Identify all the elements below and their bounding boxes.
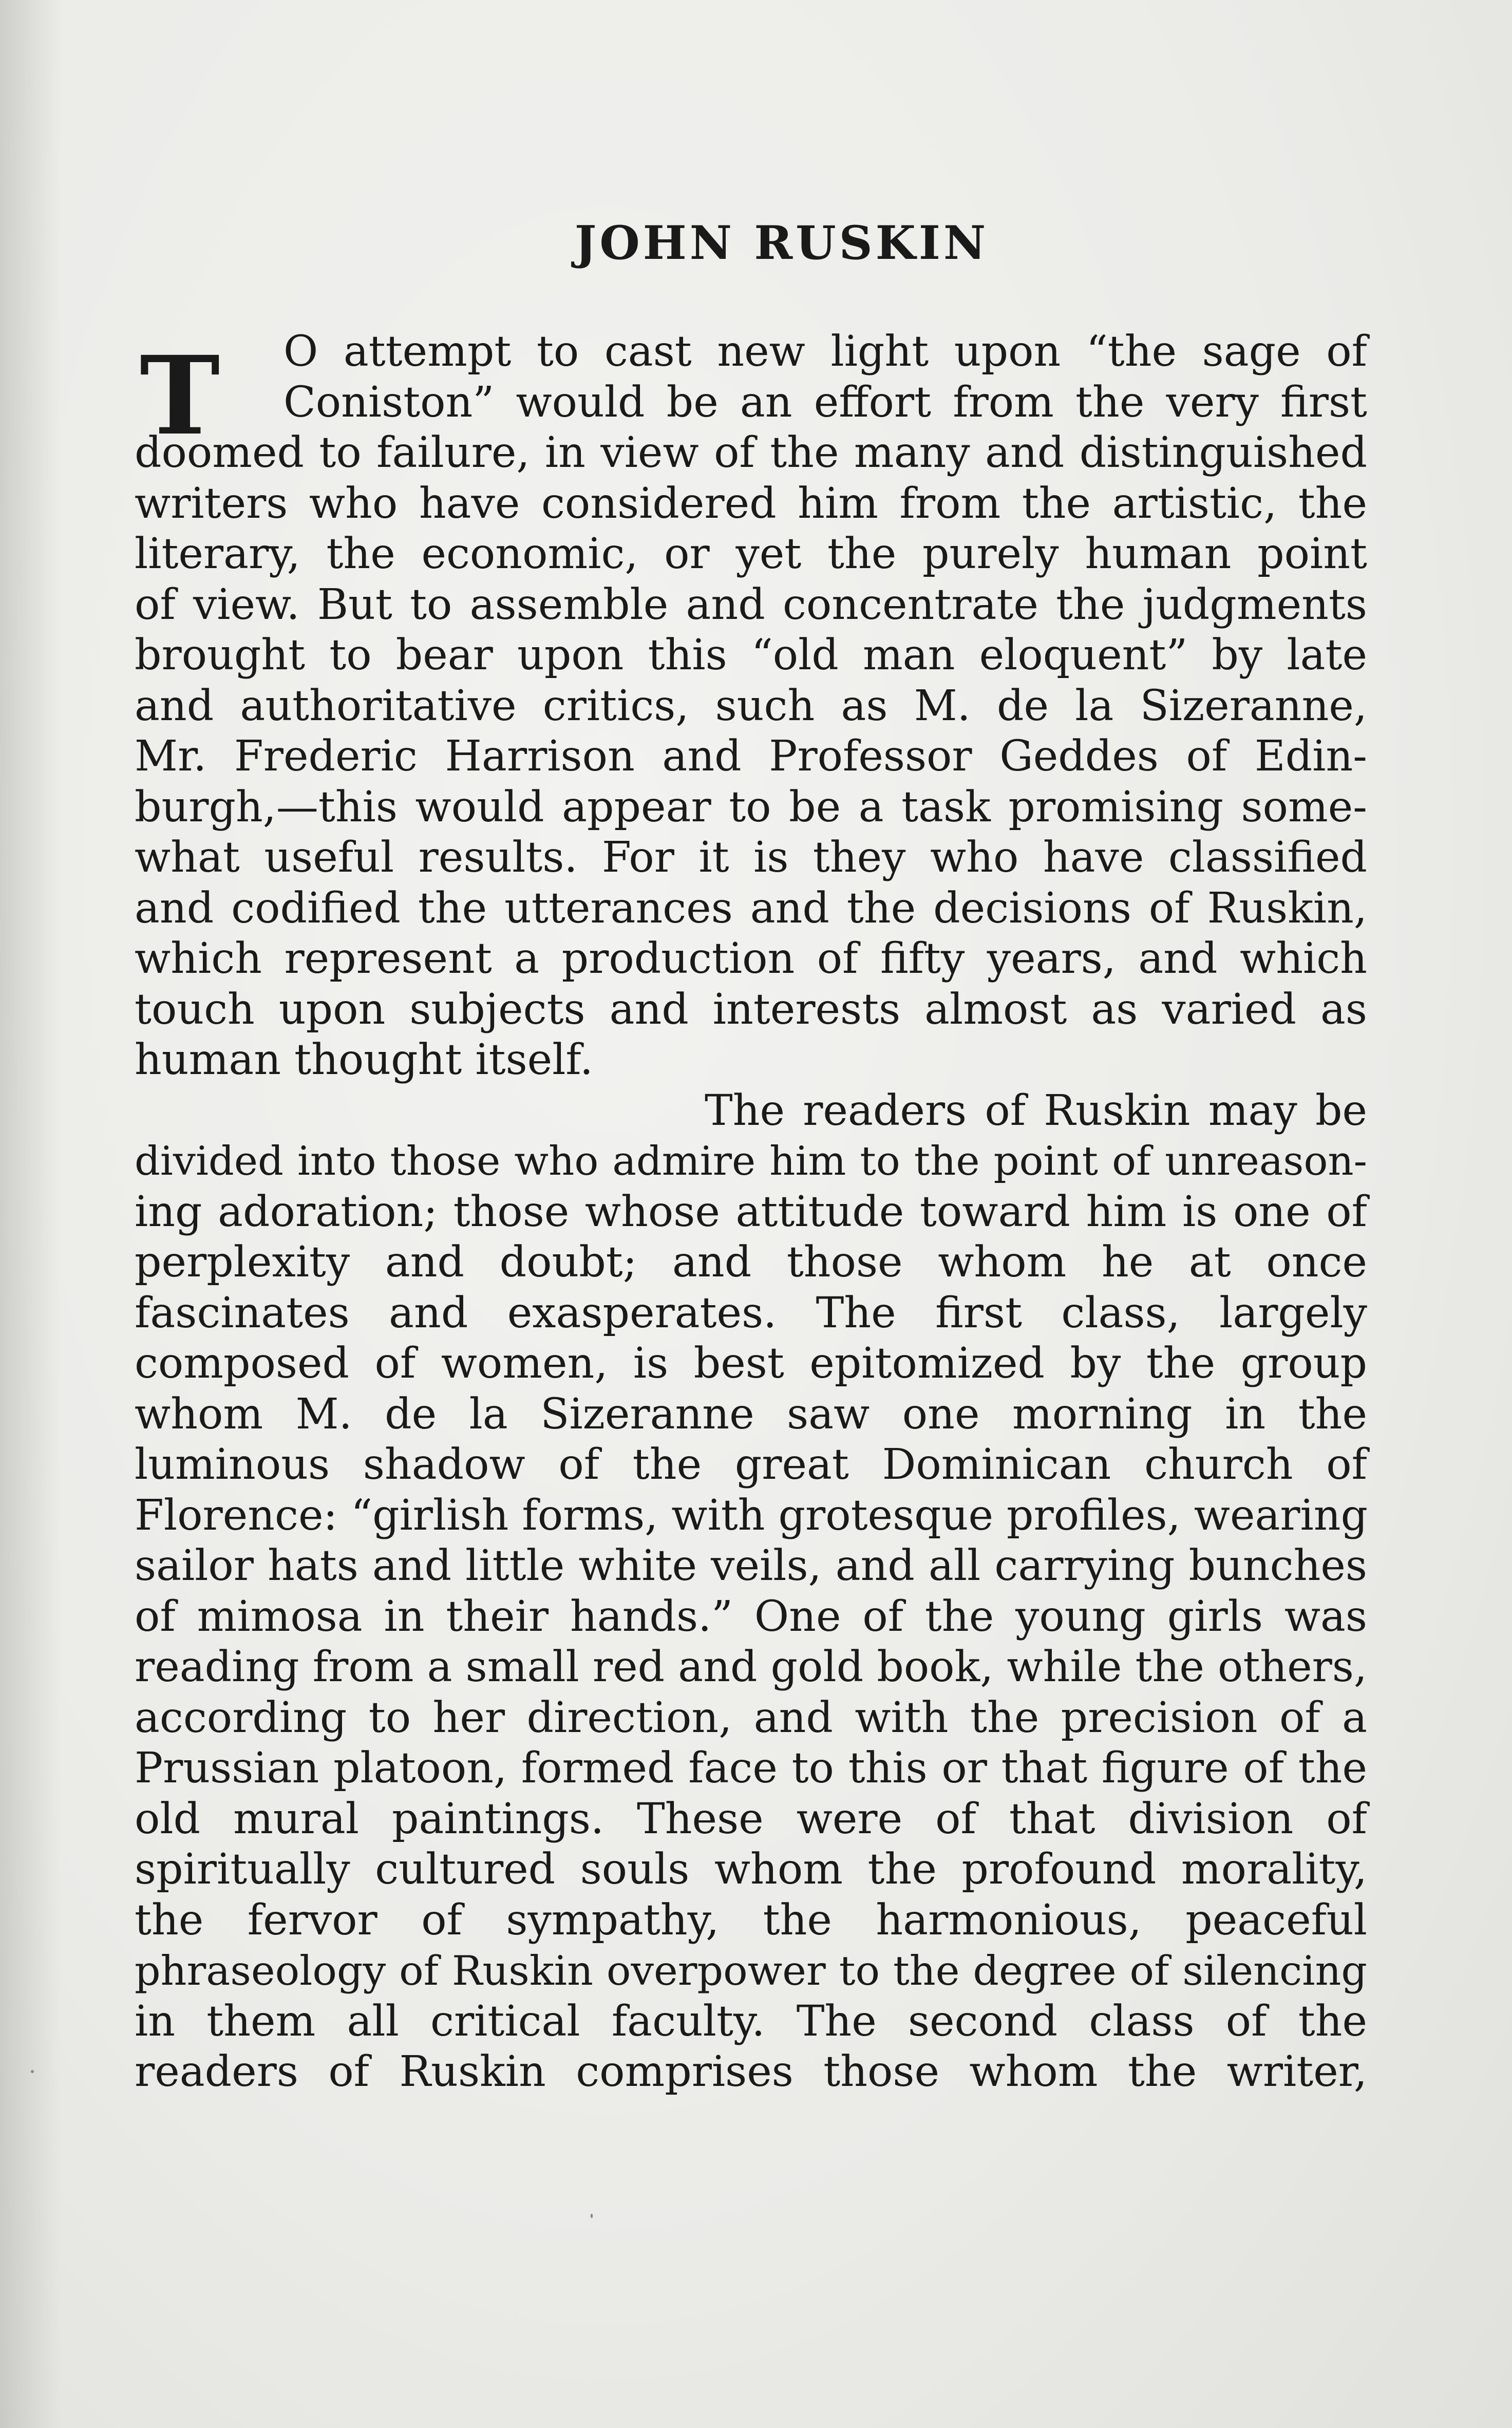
text-line: old mural paintings. These were of that division of xyxy=(135,1794,1367,1843)
text-line: which represent a production of fifty years, and which xyxy=(135,934,1367,983)
text-line: fascinates and exasperates. The first class, largely xyxy=(135,1288,1367,1338)
text-line: Prussian platoon, formed face to this or that figure of the xyxy=(135,1744,1367,1793)
paper-speck xyxy=(591,2214,593,2218)
text-line: touch upon subjects and interests almost as varied as xyxy=(135,985,1367,1034)
paragraph-start-line: The readers of Ruskin may be xyxy=(705,1086,1367,1135)
text-line: according to her direction, and with the precision of a xyxy=(135,1693,1367,1742)
spine-shadow xyxy=(0,0,62,2428)
text-line: perplexity and doubt; and those whom he at once xyxy=(135,1238,1367,1287)
text-line: brought to bear upon this “old man eloquent” by late xyxy=(135,631,1367,680)
text-line: whom M. de la Sizeranne saw one morning in the xyxy=(135,1389,1367,1439)
text-line: what useful results. For it is they who have classified xyxy=(135,833,1367,882)
drop-cap: T xyxy=(140,332,220,459)
text-line: O attempt to cast new light upon “the sage of xyxy=(284,327,1367,376)
text-line: phraseology of Ruskin overpower to the degree of silencing xyxy=(135,1947,1367,1994)
paper-speck xyxy=(31,2070,34,2073)
text-line: the fervor of sympathy, the harmonious, peaceful xyxy=(135,1895,1367,1945)
text-line: doomed to failure, in view of the many and distinguished xyxy=(135,428,1367,477)
text-line: Mr. Frederic Harrison and Professor Geddes of Edin- xyxy=(135,732,1367,781)
text-line: literary, the economic, or yet the purely human point xyxy=(135,530,1367,578)
text-line: human thought itself. xyxy=(135,1036,593,1084)
text-line: reading from a small red and gold book, while the others, xyxy=(135,1643,1367,1691)
text-line: divided into those who admire him to the point of unreason- xyxy=(135,1138,1367,1184)
text-line: and codified the utterances and the decisions of Ruskin, xyxy=(135,883,1367,933)
text-block xyxy=(135,216,1367,2098)
text-line: writers who have considered him from the artistic, the xyxy=(135,479,1367,528)
text-line: burgh,—this would appear to be a task promising some- xyxy=(135,782,1367,832)
text-line: luminous shadow of the great Dominican church of xyxy=(135,1440,1367,1489)
text-line: in them all critical faculty. The second class of the xyxy=(135,1997,1367,2046)
text-line: readers of Ruskin comprises those whom the writer, xyxy=(135,2047,1367,2096)
text-line: ing adoration; those whose attitude toward him is one of xyxy=(135,1187,1367,1236)
text-line: of view. But to assemble and concentrate the judgments xyxy=(135,580,1367,629)
text-line: composed of women, is best epitomized by the group xyxy=(135,1339,1367,1388)
page-title: JOHN RUSKIN xyxy=(574,216,989,270)
text-line: Florence: “girlish forms, with grotesque profiles, wearing xyxy=(135,1491,1368,1540)
text-line: spiritually cultured souls whom the profound morality, xyxy=(135,1845,1367,1894)
text-line: of mimosa in their hands.” One of the young girls was xyxy=(135,1592,1367,1641)
text-line: sailor hats and little white veils, and all carrying bunches xyxy=(135,1541,1367,1590)
text-line: and authoritative critics, such as M. de la Sizeranne, xyxy=(135,681,1367,730)
text-line: Coniston” would be an effort from the very first xyxy=(284,378,1367,427)
